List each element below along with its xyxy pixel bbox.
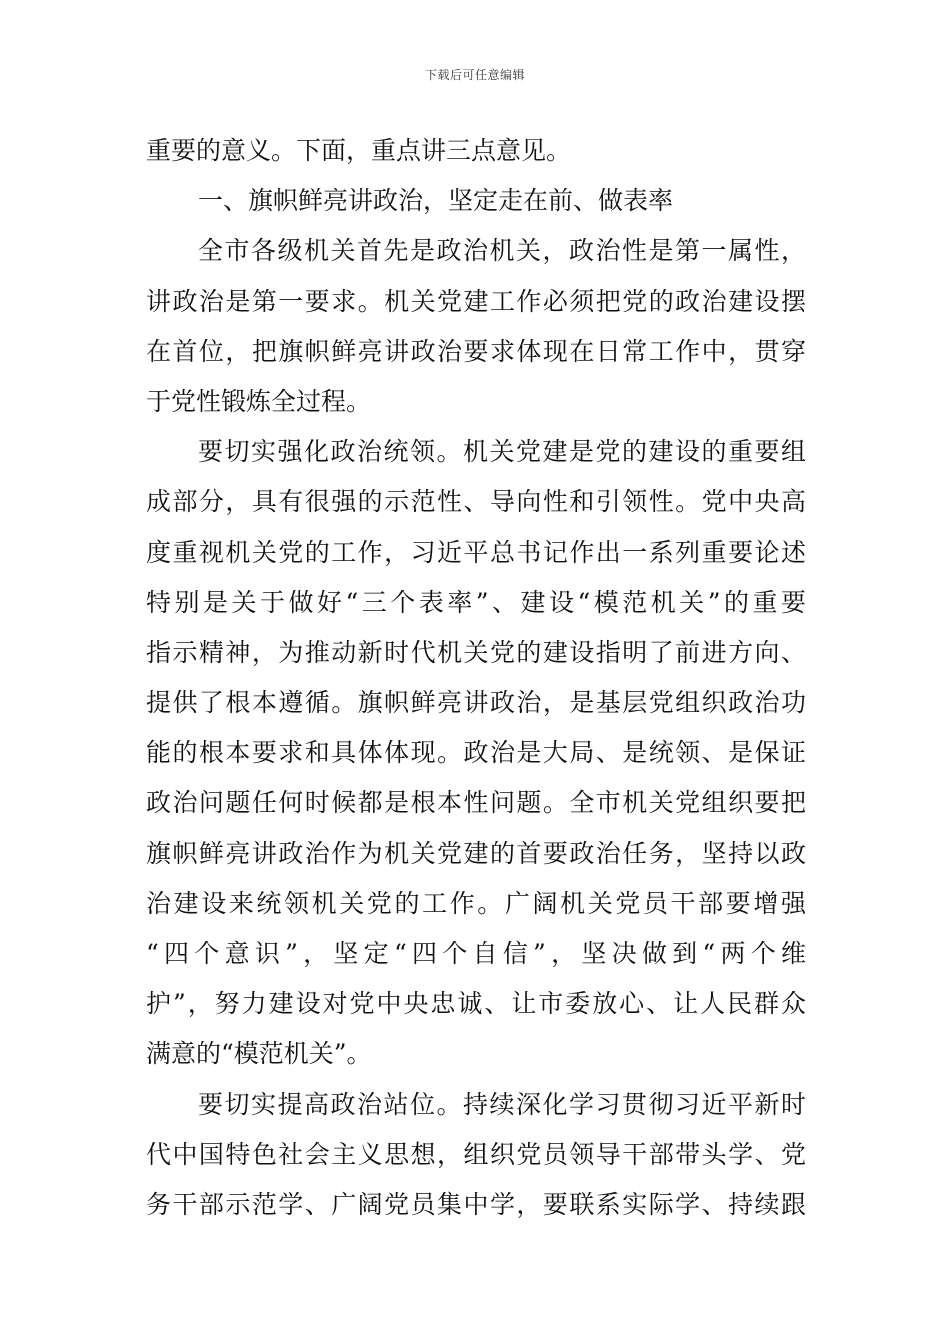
- text-line: 代中国特色社会主义思想，组织党员领导干部带头学、党: [146, 1139, 806, 1169]
- text-line: 成部分，具有很强的示范性、导向性和引领性。党中央高: [146, 487, 806, 517]
- text-line: 要切实提高政治站位。持续深化学习贯彻习近平新时: [198, 1089, 806, 1119]
- text-line: “四个意识”，坚定“四个自信”，坚决做到“两个维: [146, 939, 806, 968]
- section-heading: 一、旗帜鲜亮讲政治，坚定走在前、做表率: [198, 186, 674, 216]
- text-line: 提供了根本遵循。旗帜鲜亮讲政治，是基层党组织政治功: [146, 688, 806, 718]
- page-header-note: 下载后可任意编辑: [424, 68, 525, 82]
- text-line: 能的根本要求和具体体现。政治是大局、是统领、是保证: [146, 738, 806, 768]
- text-line: 治建设来统领机关党的工作。广阔机关党员干部要增强: [146, 888, 806, 918]
- text-line: 务干部示范学、广阔党员集中学，要联系实际学、持续跟: [146, 1189, 806, 1219]
- text-line: 指示精神，为推动新时代机关党的建设指明了前进方向、: [146, 637, 806, 667]
- text-line: 政治问题任何时候都是根本性问题。全市机关党组织要把: [146, 788, 806, 818]
- text-line: 全市各级机关首先是政治机关，政治性是第一属性，: [198, 236, 806, 266]
- text-line: 重要的意义。下面，重点讲三点意见。: [146, 136, 572, 165]
- text-line: 旗帜鲜亮讲政治作为机关党建的首要政治任务，坚持以政: [146, 838, 806, 868]
- text-line: 讲政治是第一要求。机关党建工作必须把党的政治建设摆: [146, 286, 806, 316]
- document-body: [146, 126, 806, 1230]
- text-line: 护”，努力建设对党中央忠诚、让市委放心、让人民群众: [146, 989, 806, 1019]
- text-line: 满意的“模范机关”。: [146, 1039, 372, 1069]
- text-line: 在首位，把旗帜鲜亮讲政治要求体现在日常工作中，贯穿: [146, 336, 806, 366]
- text-line: 要切实强化政治统领。机关党建是党的建设的重要组: [198, 437, 806, 467]
- text-line: 于党性锻炼全过程。: [146, 386, 372, 416]
- text-line: 度重视机关党的工作，习近平总书记作出一系列重要论述: [146, 537, 806, 567]
- text-line: 特别是关于做好“三个表率”、建设“模范机关”的重要: [146, 587, 806, 617]
